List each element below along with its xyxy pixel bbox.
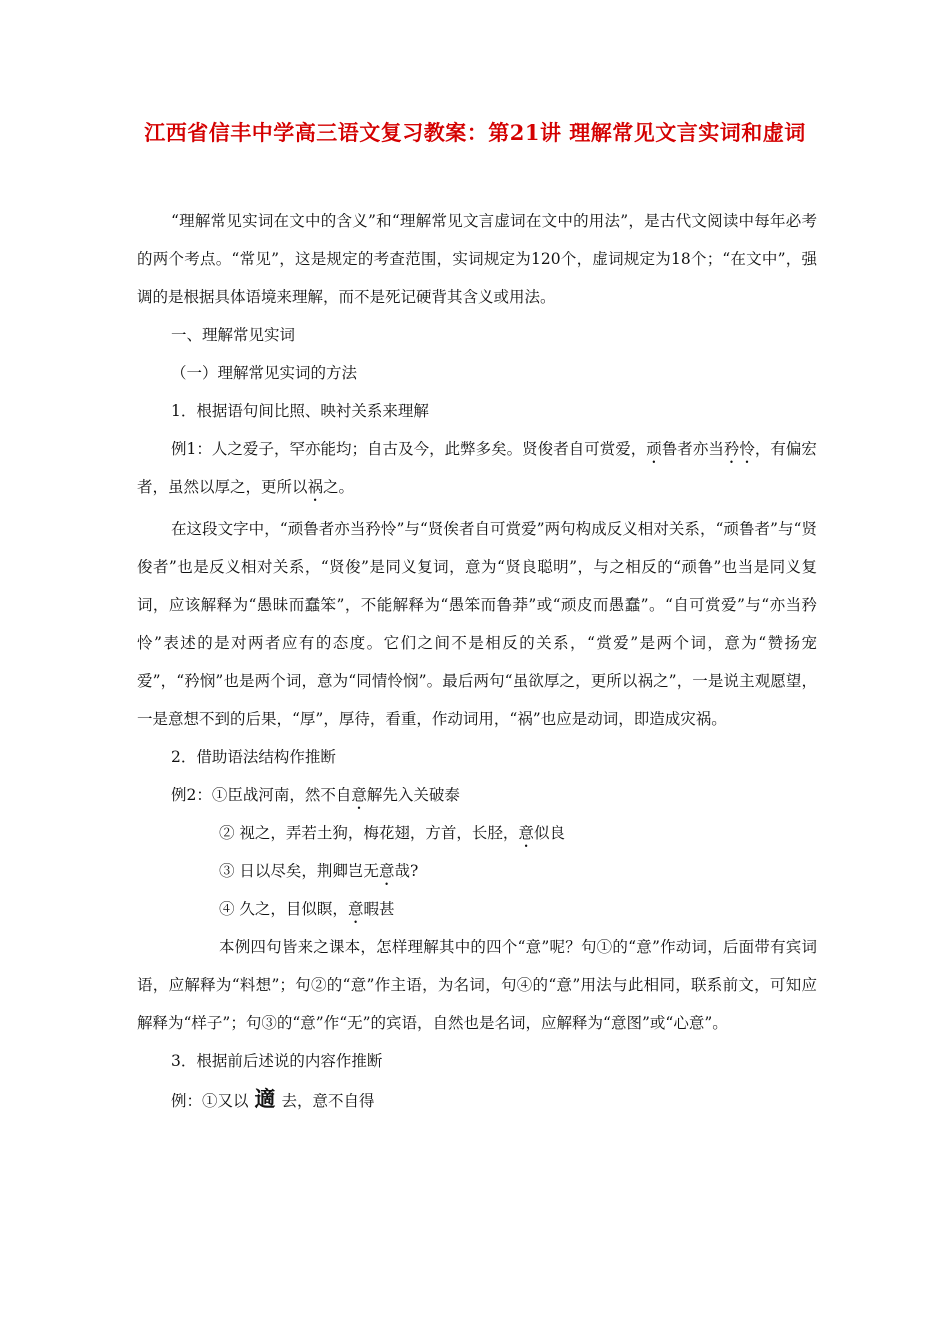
example-2-text: ③ 日以尽矣，荆卿岂无 — [219, 862, 379, 880]
subsection-heading: （一）理解常见实词的方法 — [171, 364, 358, 382]
method-2-heading: 2．借助语法结构作推断 — [171, 748, 336, 766]
emphasized-char: 顽 — [646, 440, 662, 458]
example-1-text: ，有偏宏者，虽然以厚之，更所以 — [137, 440, 817, 496]
example-3-text: 例：①又以 — [171, 1092, 249, 1110]
example-2-text: 暇甚 — [363, 900, 395, 918]
highlighted-char: 適 — [254, 1086, 276, 1111]
example-2-line-4 — [137, 890, 817, 928]
section-heading: 一、理解常见实词 — [171, 326, 296, 344]
document-title: 江西省信丰中学高三语文复习教案：第21讲 理解常见文言实词和虚词 — [144, 120, 806, 145]
example-2-line-3 — [137, 852, 817, 890]
intro-paragraph: “理解常见实词在文中的含义”和“理解常见文言虚词在文中的用法”，是古代文阅读中每年必考的两个考点。“常见”，这是规定的考查范围，实词规定为120个，虚词规定为18个；“在文中”，强调的是根据具体语境来理解，而不是死记硬背其含义或用法。 — [137, 212, 817, 306]
example-3-text: 去，意不自得 — [281, 1092, 375, 1110]
example-3 — [137, 1080, 817, 1120]
emphasized-char: 矜 — [723, 440, 740, 458]
document-body — [137, 202, 817, 1120]
emphasized-char: 意 — [378, 862, 395, 880]
analysis-2-paragraph: 本例四句皆来之课本，怎样理解其中的四个“意”呢？句①的“意”作动词，后面带有宾词语，应解释为“料想”；句②的“意”作主语，为名词，句④的“意”用法与此相同，联系前文，可知应解释为“样子”；句③的“意”作“无”的宾语，自然也是名词，应解释为“意图”或“心意”。 — [137, 938, 817, 1032]
method-1-heading: 1．根据语句间比照、映衬关系来理解 — [171, 402, 429, 420]
method-3-heading: 3．根据前后述说的内容作推断 — [171, 1052, 383, 1070]
example-1 — [137, 430, 817, 506]
example-2-line-1 — [137, 776, 817, 814]
analysis-1-paragraph: 在这段文字中，“顽鲁者亦当矜怜”与“贤俟者自可赏爱”两句构成反义相对关系，“顽鲁者”与“贤俊者”也是反义相对关系，“贤俊”是同义复词，意为“贤良聪明”，与之相反的“顽鲁”也当是同义复词，应该解释为“愚昧而蠢笨”，不能解释为“愚笨而鲁莽”或“顽皮而愚蠢”。“自可赏爱”与“亦当矜怜”表述的是对两者应有的态度。它们之间不是相反的关系，“赏爱”是两个词，意为“赞扬宠爱”，“矜悯”也是两个词，意为“同情怜悯”。最后两句“虽欲厚之，更所以祸之”，一是说主观愿望，一是意想不到的后果，“厚”，厚待，看重，作动词用，“祸”也应是动词，即造成灾祸。 — [137, 520, 817, 728]
emphasized-char: 意 — [347, 900, 364, 918]
emphasized-char: 意 — [518, 824, 534, 842]
example-2-text: 似良 — [533, 824, 565, 842]
example-2-text: ④ 久之，目似瞑， — [219, 900, 348, 918]
example-2-text: 哉? — [394, 862, 419, 880]
example-2-line-2 — [137, 814, 817, 852]
example-1-text: 之。 — [323, 478, 355, 496]
example-2-text: 解先入关破泰 — [366, 786, 460, 804]
example-1-text: 鲁者亦当 — [661, 440, 724, 458]
example-2-text: 例2：①臣战河南，然不自 — [171, 786, 352, 804]
emphasized-char: 意 — [351, 786, 367, 804]
emphasized-char: 怜 — [739, 440, 755, 458]
emphasized-char: 祸 — [307, 478, 324, 496]
example-2-text: ② 视之，弄若土狗，梅花翅，方首，长胫， — [219, 824, 519, 842]
example-1-text: 例1：人之爱子，罕亦能均；自古及今，此弊多矣。贤俊者自可赏爱， — [171, 440, 647, 458]
